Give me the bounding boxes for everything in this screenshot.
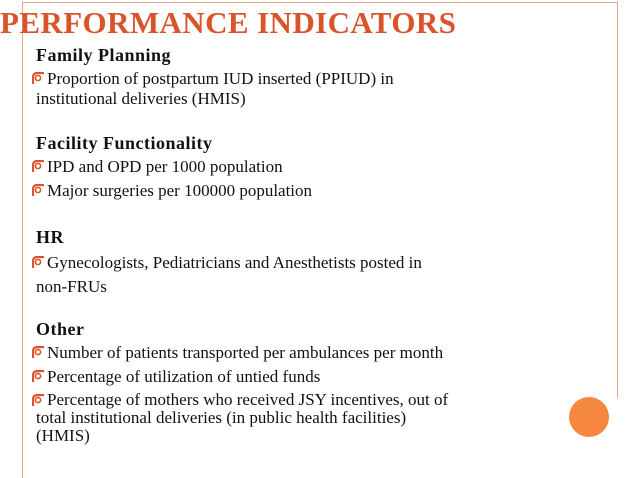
corner-circle-ornament [569, 397, 609, 437]
list-item [32, 157, 312, 177]
item-text-line2: total institutional deliveries (in public health facilities) [36, 408, 407, 427]
section-family-planning [36, 44, 394, 109]
list-item [32, 181, 312, 201]
item-text-line1: Gynecologists, Pediatricians and Anesthetists posted in [47, 253, 422, 272]
frame-left-line [22, 2, 23, 478]
item-text-line1: Proportion of postpartum IUD inserted (PPIUD) in [47, 69, 394, 88]
bullet-icon [32, 69, 47, 85]
bullet-icon [32, 251, 47, 269]
item-text-line1: Number of patients transported per ambulances per month [47, 343, 444, 362]
section-heading: Family Planning [36, 45, 172, 65]
bullet-icon [32, 181, 47, 197]
list-item [32, 251, 422, 299]
list-item [32, 343, 448, 363]
bullet-icon [32, 391, 47, 407]
item-text-line1: IPD and OPD per 1000 population [47, 157, 283, 176]
bullet-icon [32, 157, 47, 173]
bullet-icon [32, 367, 47, 383]
frame-top-line [22, 2, 618, 3]
item-text-line1: Percentage of mothers who received JSY incentives, out of [47, 390, 449, 409]
item-text-line2: non-FRUs [36, 277, 107, 296]
section-facility-functionality [36, 132, 312, 201]
item-text-line2: institutional deliveries (HMIS) [36, 89, 246, 108]
list-item [32, 367, 448, 387]
list-item [32, 69, 394, 109]
section-heading: Facility Functionality [36, 133, 213, 153]
item-text-line3: (HMIS) [36, 426, 90, 445]
item-text-line1: Major surgeries per 100000 population [47, 181, 313, 200]
slide-title: PERFORMANCE INDICATORS [0, 5, 457, 40]
frame-right-line [617, 2, 618, 398]
section-hr [36, 226, 422, 299]
section-heading: Other [36, 319, 85, 339]
list-item [32, 391, 448, 445]
bullet-icon [32, 343, 47, 359]
section-heading: HR [36, 227, 64, 247]
item-text-line1: Percentage of utilization of untied funds [47, 367, 321, 386]
section-other [36, 318, 448, 445]
